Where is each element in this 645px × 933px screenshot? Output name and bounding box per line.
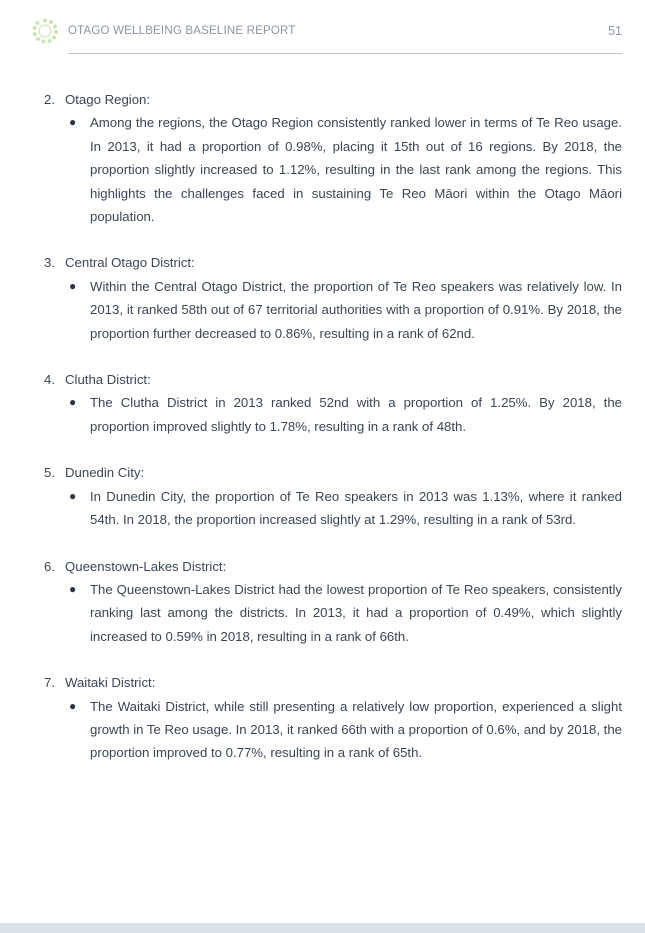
section-heading <box>44 368 622 391</box>
bullet-dot-icon: ● <box>69 395 77 410</box>
section-number: 2. <box>44 92 55 107</box>
bullet-item <box>44 578 622 648</box>
header-divider <box>68 53 622 54</box>
section-number: 7. <box>44 675 55 691</box>
section-title: Queenstown-Lakes District: <box>65 558 227 574</box>
bullet-item <box>44 275 622 345</box>
footer-bar <box>0 923 645 933</box>
section-central-otago-district <box>44 251 622 345</box>
section-title: Waitaki District: <box>65 675 156 691</box>
section-waitaki-district <box>44 671 622 765</box>
section-heading <box>44 555 622 578</box>
bullet-item <box>44 695 622 765</box>
bullet-dot-icon: ● <box>69 488 77 503</box>
bullet-text: In Dunedin City, the proportion of Te Reo speakers in 2013 was 1.13%, where it ranked 54th. In 2018, the proportion increased slightly at 1.29%, resulting in a rank of 53rd. <box>90 488 622 528</box>
report-title: OTAGO WELLBEING BASELINE REPORT <box>68 25 296 37</box>
bullet-item <box>44 485 622 532</box>
section-title: Central Otago District: <box>65 255 195 271</box>
section-title: Otago Region: <box>65 92 151 107</box>
bullet-item <box>44 111 622 228</box>
bullet-item <box>44 391 622 438</box>
section-heading <box>44 251 622 274</box>
bullet-dot-icon: ● <box>69 115 77 130</box>
section-heading <box>44 461 622 484</box>
section-title: Clutha District: <box>65 372 151 388</box>
section-number: 3. <box>44 255 55 271</box>
page-header <box>0 0 645 56</box>
bullet-dot-icon: ● <box>69 581 77 596</box>
bullet-text: The Queenstown-Lakes District had the lowest proportion of Te Reo speakers, consistently ranking last among the districts. In 2013, it had a proportion of 0.49%, which slightly increased to 0.59% in 2018, resulting in a rank of 66th. <box>90 581 622 644</box>
bullet-text: The Waitaki District, while still presenting a relatively low proportion, experienced a slight growth in Te Reo usage. In 2013, it ranked 66th with a proportion of 0.6%, and by 2018, the proportion improved to 0.77%, resulting in a rank of 65th. <box>90 698 623 761</box>
section-clutha-district <box>44 368 622 438</box>
page-number: 51 <box>608 24 622 38</box>
bullet-dot-icon: ● <box>69 278 77 293</box>
section-heading <box>44 88 622 111</box>
bullet-text: Within the Central Otago District, the proportion of Te Reo speakers was relatively low. In 2013, it ranked 58th out of 67 territorial authorities with a proportion of 0.91%. By 2018, the proportion further decreased to 0.86%, resulting in a rank of 62nd. <box>90 278 622 341</box>
section-dunedin-city <box>44 461 622 531</box>
section-number: 6. <box>44 558 55 574</box>
section-number: 4. <box>44 372 55 388</box>
section-number: 5. <box>44 465 55 481</box>
bullet-dot-icon: ● <box>69 698 77 713</box>
report-body <box>44 88 622 788</box>
wreath-logo-icon <box>32 18 58 44</box>
section-queenstown-lakes-district <box>44 555 622 649</box>
bullet-text: Among the regions, the Otago Region consistently ranked lower in terms of Te Reo usage. In 2013, it had a proportion of 0.98%, placing it 15th out of 16 regions. By 2018, the proportion slightly increased to 1.12%, resulting in the last rank among the regions. This highlights the challenges faced in sustaining Te Reo Māori within the Otago Māori population. <box>90 115 622 225</box>
section-title: Dunedin City: <box>65 465 145 481</box>
section-otago-region <box>44 88 622 228</box>
section-heading <box>44 671 622 694</box>
bullet-text: The Clutha District in 2013 ranked 52nd with a proportion of 1.25%. By 2018, the proportion improved slightly to 1.78%, resulting in a rank of 48th. <box>90 395 622 434</box>
